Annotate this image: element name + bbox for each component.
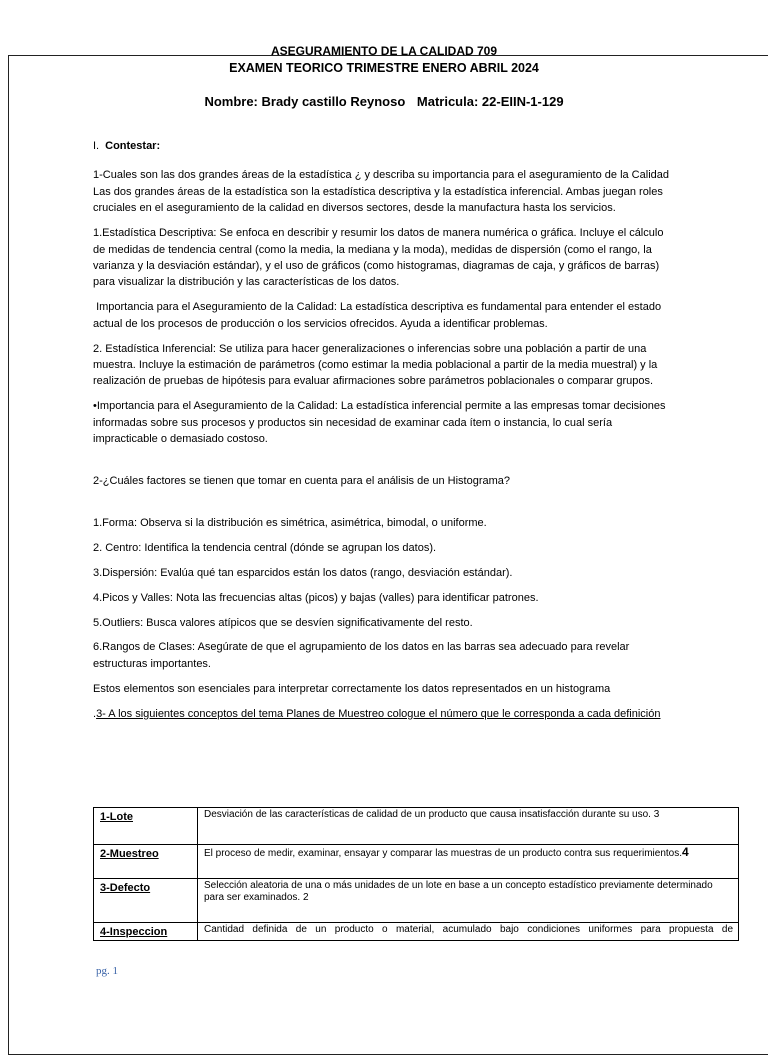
section-heading: [93, 138, 678, 154]
definition-text: Selección aleatoria de una o más unidades de un lote en base a un concepto estadístico previamente determinado para ser examinados. 2: [204, 880, 713, 903]
q2-question: 2-¿Cuáles factores se tienen que tomar en cuenta para el análisis de un Histograma?: [93, 474, 511, 487]
section-number: I.: [93, 140, 100, 152]
definition-cell: [198, 808, 739, 845]
student-line: [0, 94, 768, 110]
definition-text: Cantidad definida de un producto o material, acumulado bajo condiciones uniformes para propuesta de: [204, 924, 733, 935]
term-cell: 3-Defecto: [94, 879, 198, 923]
term-cell: 1-Lote: [94, 808, 198, 845]
q2-item: 4.Picos y Valles: Nota las frecuencias altas (picos) y bajas (valles) para identificar patrones.: [93, 591, 539, 604]
student-name: Nombre: Brady castillo Reynoso: [204, 94, 406, 109]
term-cell: 2-Muestreo: [94, 845, 198, 879]
q2-item: 1.Forma: Observa si la distribución es simétrica, asimétrica, bimodal, o uniforme.: [93, 516, 487, 529]
q1-inferential: 2. Estadística Inferencial: Se utiliza para hacer generalizaciones o inferencias sobre una población a partir de una muestra. Incluye la estimación de parámetros (como estimar la media poblacional a partir de la media muestral) y la realización de pruebas de hipótesis para evaluar afirmaciones sobre parámetros poblacionales o comparar grupos.: [93, 342, 658, 388]
q1-question: 1-Cuales son las dos grandes áreas de la estadística ¿ y describa su importancia para el aseguramiento de la Calidad Las dos grandes áreas de la estadística son la estadística descriptiva y la estadística inferencial. Ambas juegan roles cruciales en el aseguramiento de la calidad en diversos sectores, desde la manufactura hasta los servicios.: [93, 169, 669, 215]
page-number: pg. 1: [96, 965, 118, 977]
definition-cell: [198, 923, 739, 941]
table-row: [94, 923, 739, 941]
section-title: Contestar:: [105, 140, 161, 152]
course-title: ASEGURAMIENTO DE LA CALIDAD 709: [270, 44, 498, 58]
q2-item: 6.Rangos de Clases: Asegúrate de que el agrupamiento de los datos en las barras sea adecuado para revelar estructuras importantes.: [93, 641, 630, 670]
q2-item: 3.Dispersión: Evalúa qué tan esparcidos están los datos (rango, desviación estándar).: [93, 566, 513, 579]
q1-descriptive: 1.Estadística Descriptiva: Se enfoca en describir y resumir los datos de manera numérica o gráfica. Incluye el cálculo de medidas de tendencia central (como la media, la mediana y la moda), medidas de dispersión (como el rango, la varianza y la desviación estándar), y el uso de gráficos (como histogramas, diagramas de caja, y gráficos de barras) para visualizar la distribución y las características de los datos.: [93, 227, 664, 289]
q3-prefix: .: [93, 707, 97, 720]
definition-text: El proceso de medir, examinar, ensayar y comparar las muestras de un producto contra sus requerimientos.: [204, 848, 683, 859]
table-row: [94, 808, 739, 845]
q3-question-line: [93, 706, 678, 722]
table-row: [94, 879, 739, 923]
definition-cell: [198, 879, 739, 923]
q1-inferential-importance: •Importancia para el Aseguramiento de la Calidad: La estadística inferencial permite a las empresas tomar decisiones informadas sobre sus procesos y productos sin necesidad de examinar cada ítem o instancia, lo cual sería impracticable o demasiado costoso.: [93, 400, 666, 446]
q2-item: 5.Outliers: Busca valores atípicos que se desvíen significativamente del resto.: [93, 616, 473, 629]
q1-descriptive-importance: Importancia para el Aseguramiento de la Calidad: La estadística descriptiva es fundamental para entender el estado actual de los procesos de producción o los servicios ofrecidos. Ayuda a identificar problemas.: [93, 301, 665, 330]
definition-text: Desviación de las características de calidad de un producto que causa insatisfacción durante su uso. 3: [204, 809, 660, 820]
table-row: [94, 845, 739, 879]
q3-question: 3- A los siguientes conceptos del tema Planes de Muestreo cologue el número que le corresponda a cada definición: [96, 707, 661, 720]
term-cell: 4-Inspeccion: [94, 923, 198, 941]
exam-title: EXAMEN TEORICO TRIMESTRE ENERO ABRIL 2024: [229, 61, 539, 75]
definition-cell: [198, 845, 739, 879]
definitions-table: [93, 807, 739, 941]
answer-number: 4: [682, 845, 689, 859]
q2-item: 2. Centro: Identifica la tendencia central (dónde se agrupan los datos).: [93, 541, 437, 554]
document-body: [93, 138, 678, 731]
student-matricula: Matricula: 22-EIIN-1-129: [416, 94, 564, 109]
q2-conclusion: Estos elementos son esenciales para interpretar correctamente los datos representados en un histograma: [93, 682, 611, 695]
